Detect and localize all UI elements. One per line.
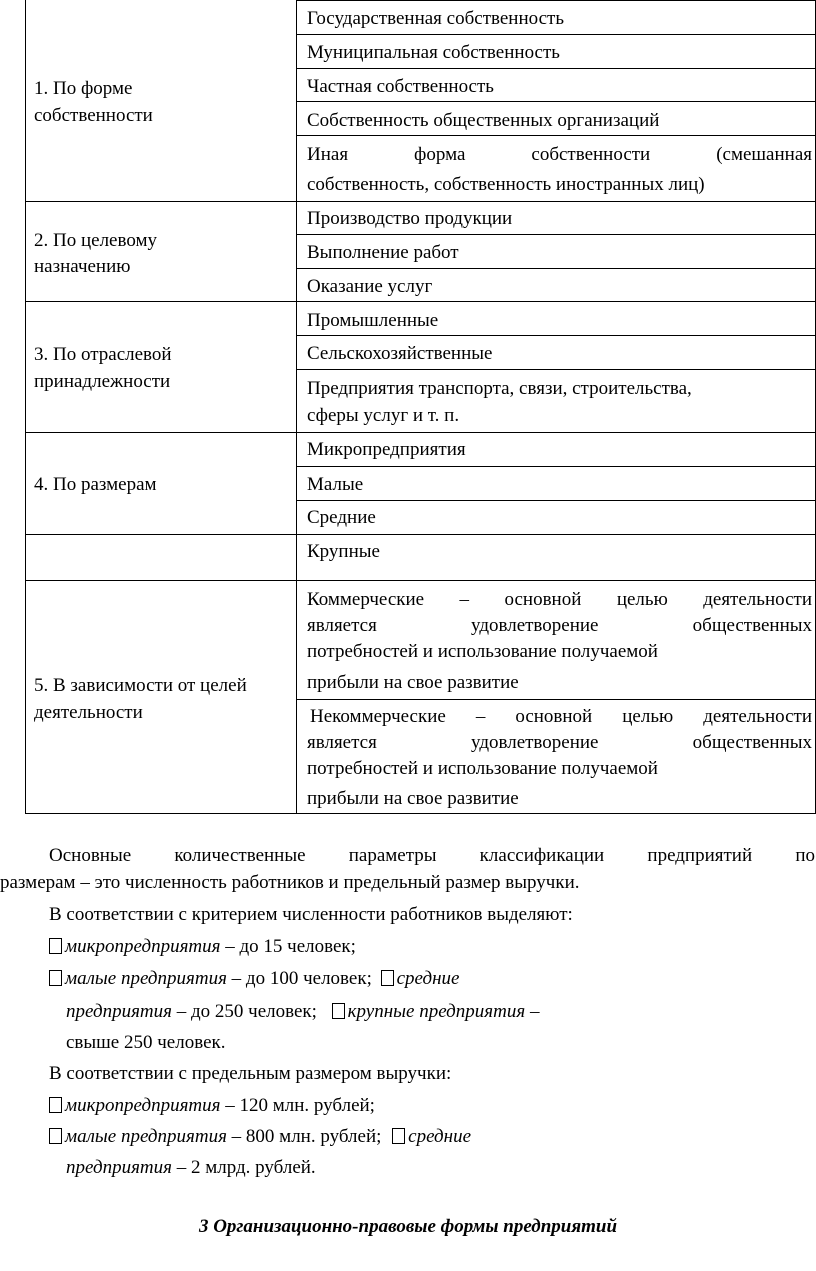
paragraph-line: Основные количественные параметры классификации предприятий по [49, 845, 815, 866]
section-heading: 3 Организационно-правовые формы предприятий [198, 1216, 618, 1237]
paragraph-line: размерам – это численность работников и предельный размер выручки. [0, 872, 580, 893]
table-cell: Крупные [307, 541, 380, 562]
table-cell: Предприятия транспорта, связи, строительства, [307, 378, 692, 399]
table-cell: Производство продукции [307, 208, 513, 229]
table-cell: собственность, собственность иностранных лиц) [307, 174, 705, 195]
paragraph: В соответствии с предельным размером выручки: [49, 1063, 452, 1084]
cell-separator [296, 135, 816, 136]
category-label: деятельности [34, 702, 143, 723]
cell-separator [296, 68, 816, 69]
table-cell: Частная собственность [307, 76, 494, 97]
table-column-divider [296, 0, 297, 814]
checkbox-bullet-icon [392, 1128, 405, 1144]
table-cell: Сельскохозяйственные [307, 343, 493, 364]
classification-table [25, 0, 816, 814]
checkbox-bullet-icon [49, 938, 62, 954]
cell-separator [296, 335, 816, 336]
category-label: принадлежности [34, 371, 171, 392]
table-cell: прибыли на свое развитие [307, 672, 519, 693]
category-label: 2. По целевому [34, 230, 157, 251]
table-cell: Коммерческие – основной целью деятельности [307, 589, 812, 610]
table-cell: Промышленные [307, 310, 439, 331]
cell-separator [296, 369, 816, 370]
cell-separator [296, 234, 816, 235]
table-border-left [25, 0, 26, 814]
checkbox-bullet-icon [49, 1097, 62, 1113]
row-separator [25, 580, 816, 581]
checkbox-bullet-icon [49, 1128, 62, 1144]
list-item: микропредприятия – 120 млн. рублей; [49, 1093, 375, 1119]
list-item-continuation: свыше 250 человек. [66, 1032, 226, 1053]
cell-separator [296, 466, 816, 467]
list-item: предприятия – 2 млрд. рублей. [66, 1157, 316, 1178]
table-cell: Собственность общественных организаций [307, 110, 660, 131]
cell-separator [296, 500, 816, 501]
category-label: 4. По размерам [34, 474, 157, 495]
cell-separator [296, 34, 816, 35]
list-item: микропредприятия – до 15 человек; [49, 934, 356, 960]
table-cell: Оказание услуг [307, 276, 433, 297]
table-cell: Средние [307, 507, 376, 528]
paragraph: В соответствии с критерием численности работников выделяют: [49, 904, 573, 925]
table-cell: Выполнение работ [307, 242, 459, 263]
table-cell: Некоммерческие – основной целью деятельности [310, 706, 812, 727]
table-border-bottom [25, 813, 816, 814]
table-cell: Муниципальная собственность [307, 42, 560, 63]
table-border-top [296, 0, 816, 1]
cell-separator [296, 268, 816, 269]
table-cell: Иная форма собственности (смешанная [307, 144, 812, 165]
cell-separator [296, 699, 816, 700]
row-separator [25, 301, 816, 302]
table-cell: сферы услуг и т. п. [307, 405, 460, 426]
cell-separator [296, 101, 816, 102]
table-cell: является удовлетворение общественных [307, 615, 812, 636]
list-item: предприятия – до 250 человек; крупные предприятия – [66, 1001, 540, 1022]
row-separator [25, 201, 816, 202]
checkbox-bullet-icon [381, 970, 394, 986]
row-separator [25, 432, 816, 433]
checkbox-bullet-icon [332, 1003, 345, 1019]
table-cell: является удовлетворение общественных [307, 732, 812, 753]
checkbox-bullet-icon [49, 970, 62, 986]
table-cell: Микропредприятия [307, 439, 466, 460]
category-label: 5. В зависимости от целей [34, 675, 247, 696]
category-label: 3. По отраслевой [34, 344, 172, 365]
table-cell: Малые [307, 474, 364, 495]
row-separator [25, 534, 816, 535]
category-label: назначению [34, 256, 131, 277]
list-item: малые предприятия – 800 млн. рублей; средние [49, 1124, 471, 1150]
table-cell: прибыли на свое развитие [307, 788, 519, 809]
table-cell: потребностей и использование получаемой [307, 758, 658, 779]
category-label: собственности [34, 105, 153, 126]
table-cell: потребностей и использование получаемой [307, 641, 658, 662]
category-label: 1. По форме [34, 78, 133, 99]
list-item: малые предприятия – до 100 человек; средние [49, 966, 460, 992]
table-cell: Государственная собственность [307, 8, 565, 29]
